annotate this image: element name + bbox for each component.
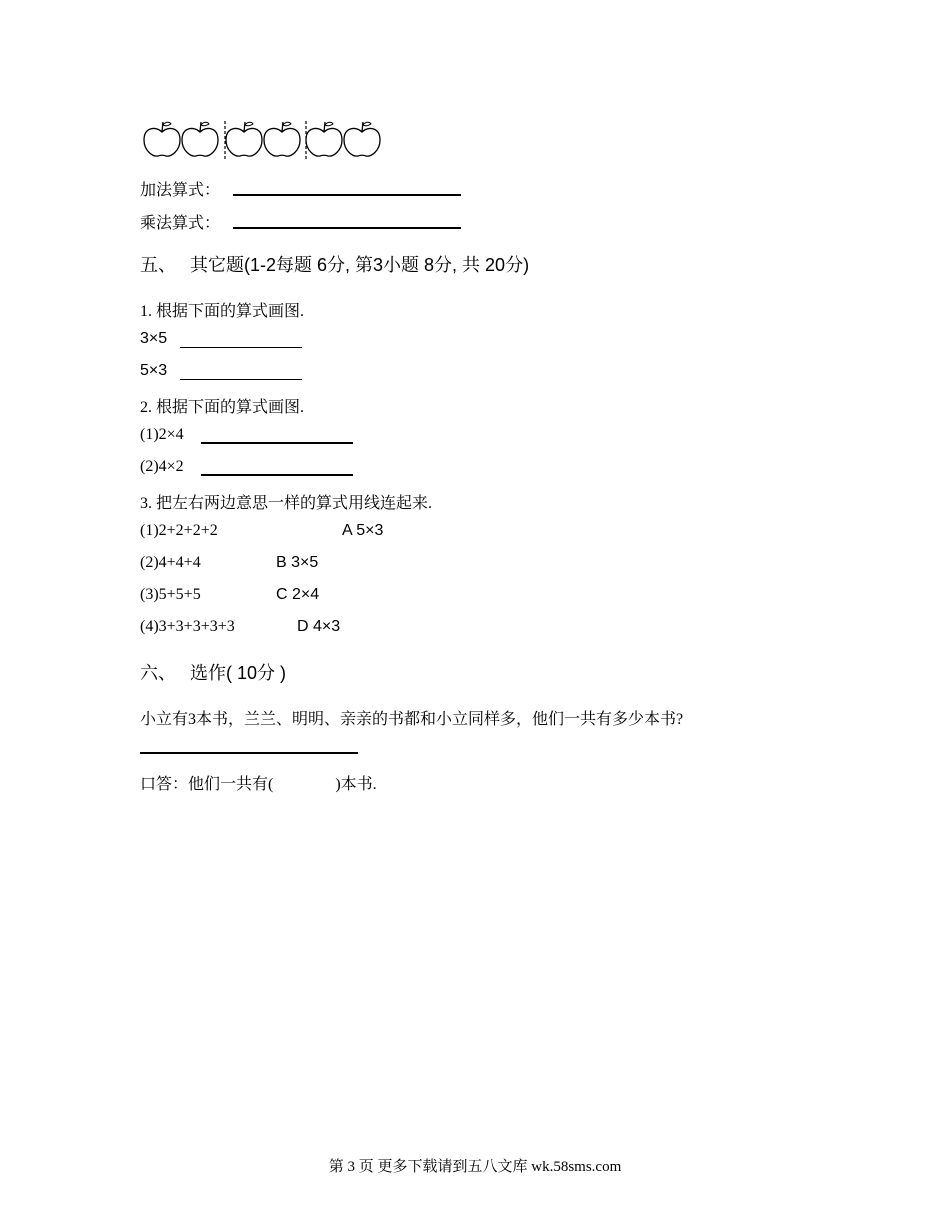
q1-text: 1. 根据下面的算式画图. bbox=[140, 303, 305, 320]
q2-item: (1)2×4 bbox=[140, 426, 184, 443]
q2-drawing-line[interactable] bbox=[201, 442, 353, 444]
section6-question: 小立有3本书，兰兰、明明、亲亲的书都和小立同样多，他们一共有多少本书? bbox=[140, 711, 684, 728]
q3-left-item[interactable]: (1)2+2+2+2 bbox=[140, 522, 218, 539]
section6-answer-line[interactable] bbox=[140, 752, 358, 754]
q1-item: 3×5 bbox=[140, 330, 168, 347]
section6-number: 六、 bbox=[140, 663, 176, 683]
q3-left-item[interactable]: (3)5+5+5 bbox=[140, 586, 201, 603]
apple-icon bbox=[344, 122, 380, 156]
q2-drawing-line[interactable] bbox=[201, 474, 353, 476]
section5-number: 五、 bbox=[140, 255, 176, 275]
q1-drawing-line[interactable] bbox=[180, 347, 302, 348]
apple-icon bbox=[182, 122, 218, 156]
oral-answer-suffix: )本书. bbox=[335, 776, 377, 793]
q3-right-item[interactable]: A 5×3 bbox=[342, 522, 384, 539]
addition-answer-line[interactable] bbox=[233, 194, 461, 196]
q2-text: 2. 根据下面的算式画图. bbox=[140, 399, 305, 416]
q2-item: (2)4×2 bbox=[140, 458, 184, 475]
apple-icon bbox=[264, 122, 300, 156]
apples-picture bbox=[140, 118, 390, 162]
q3-left-item[interactable]: (2)4+4+4 bbox=[140, 554, 201, 571]
q3-right-item[interactable]: B 3×5 bbox=[276, 554, 319, 571]
addition-label: 加法算式： bbox=[140, 182, 221, 199]
q1-item: 5×3 bbox=[140, 362, 168, 379]
multiplication-answer-line[interactable] bbox=[233, 227, 461, 229]
section5-heading bbox=[140, 251, 529, 277]
q1-drawing-line[interactable] bbox=[180, 379, 302, 380]
oral-answer-prefix: 口答：他们一共有( bbox=[140, 776, 274, 793]
page-footer: 第 3 页 更多下载请到五八文库 wk.58sms.com bbox=[328, 1159, 622, 1175]
q3-text: 3. 把左右两边意思一样的算式用线连起来. bbox=[140, 495, 433, 512]
q3-right-item[interactable]: D 4×3 bbox=[297, 618, 341, 635]
section6-heading bbox=[140, 659, 286, 685]
section6-title: 选作( 10分 ) bbox=[190, 663, 287, 683]
apple-icon bbox=[226, 122, 262, 156]
q3-right-item[interactable]: C 2×4 bbox=[276, 586, 320, 603]
q3-left-item[interactable]: (4)3+3+3+3+3 bbox=[140, 618, 235, 635]
section5-title: 其它题(1-2每题 6分, 第3小题 8分, 共 20分) bbox=[190, 255, 530, 275]
section6-oral-answer bbox=[140, 771, 377, 794]
multiplication-label: 乘法算式： bbox=[140, 215, 221, 232]
apple-icon bbox=[144, 122, 180, 156]
apple-icon bbox=[306, 122, 342, 156]
